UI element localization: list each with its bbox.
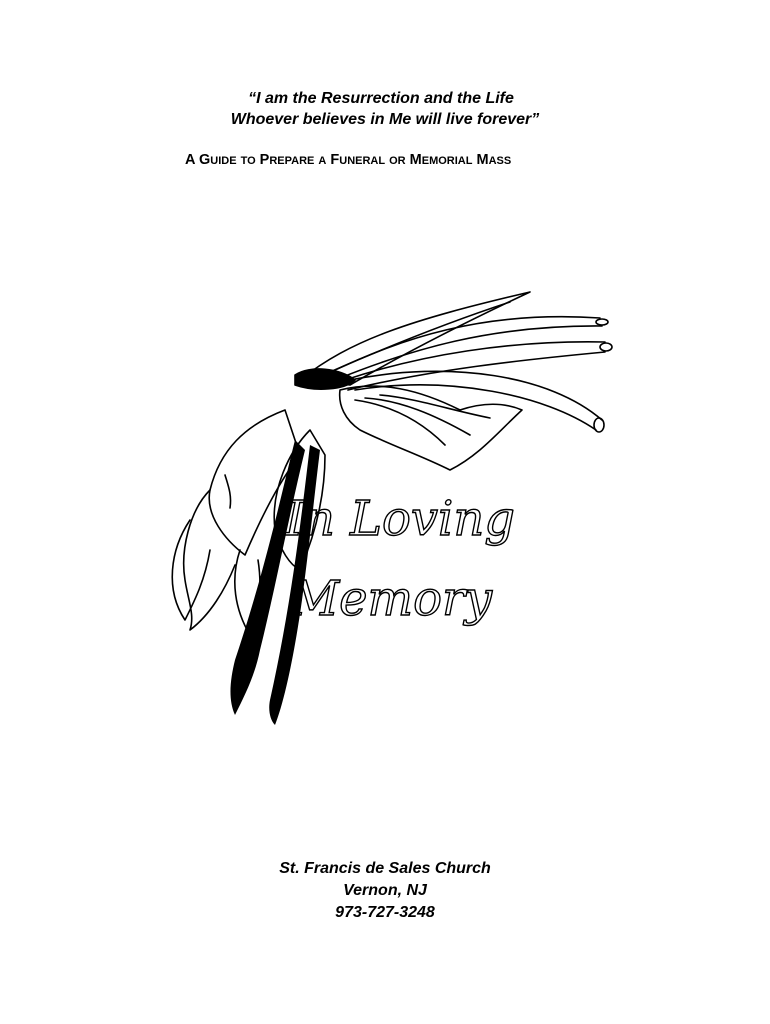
quote-line-2: Whoever believes in Me will live forever” [230,111,540,128]
title-word: ASS [488,155,512,167]
stamen-shape [355,385,596,430]
stamen-tip [600,343,612,351]
title-word: REPARE [269,155,315,167]
scripture-quote [0,88,770,130]
title-word: TO [240,155,256,167]
calla-lily [184,490,235,630]
stamen-shape [348,352,605,390]
title-word: M [409,152,422,168]
stamen-tip [596,319,608,325]
lower-leaf [172,520,210,620]
title-word: G [198,152,211,168]
quote-line-1: “I am the Resurrection and the Life [248,90,514,107]
church-name: St. Francis de Sales Church [279,860,491,877]
stamen-tip [594,418,604,432]
script-line-1: In Loving [285,491,516,547]
script-line-2: Memory [290,571,493,627]
church-location: Vernon, NJ [343,882,427,899]
title-word: UNERAL [339,155,386,167]
title-word: A [185,152,195,168]
church-phone: 973-727-3248 [335,904,435,921]
title-word: P [259,152,270,168]
title-word: A [318,155,327,167]
ribbon-knot [295,369,355,389]
title-word: M [476,152,489,168]
title-word: EMORIAL [421,155,473,167]
title-word: F [330,152,340,168]
in-loving-memory-illustration [150,280,640,730]
title-word: UIDE [210,155,237,167]
title-word: OR [389,155,406,167]
guide-title [185,152,511,168]
stamen-shape [335,317,600,370]
church-contact [0,858,770,924]
